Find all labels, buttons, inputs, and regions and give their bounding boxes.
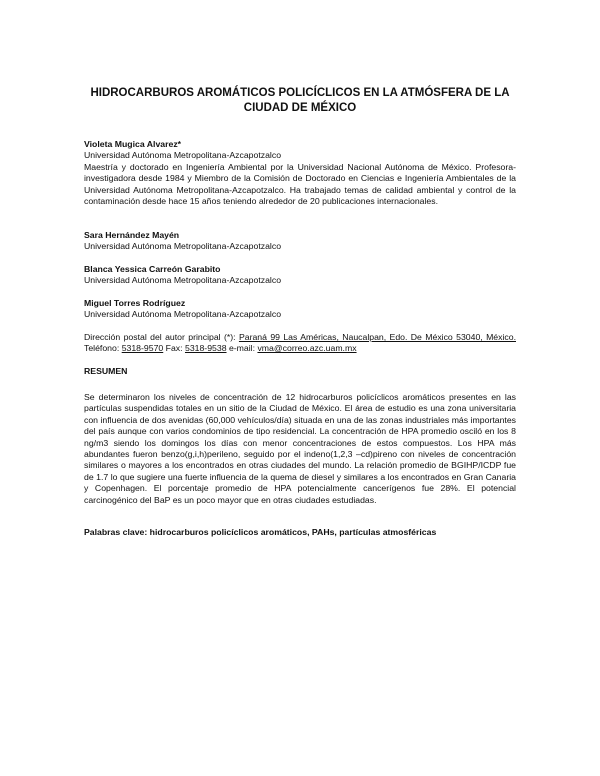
author-name: Sara Hernández Mayén <box>84 230 180 240</box>
contact-info <box>84 332 516 355</box>
paper-title <box>84 86 516 116</box>
title-line-2: CIUDAD DE MÉXICO <box>243 102 357 114</box>
email-address: vma@correo.azc.uam.mx <box>257 343 357 354</box>
author-block-2 <box>84 230 516 253</box>
author-affiliation: Universidad Autónoma Metropolitana-Azcapotzalco <box>84 275 282 286</box>
resumen-heading: RESUMEN <box>84 366 128 376</box>
fax-label: Fax: <box>165 343 183 354</box>
author-block-1 <box>84 139 516 207</box>
author-affiliation: Universidad Autónoma Metropolitana-Azcapotzalco <box>84 150 282 161</box>
fax-number: 5318-9538 <box>184 343 227 354</box>
phone-number: 5318-9570 <box>121 343 164 354</box>
postal-address: Paraná 99 Las Américas, Naucalpan, Edo. De México 53040, México. <box>238 332 516 342</box>
author-affiliation: Universidad Autónoma Metropolitana-Azcapotzalco <box>84 241 282 252</box>
title-line-1: HIDROCARBUROS AROMÁTICOS POLICÍCLICOS EN LA ATMÓSFERA DE LA <box>90 87 510 99</box>
author-name: Miguel Torres Rodríguez <box>84 298 186 308</box>
email-label: e-mail: <box>228 343 256 354</box>
contact-label: Dirección postal del autor principal (*): <box>84 332 236 342</box>
keywords: Palabras clave: hidrocarburos policíclicos aromáticos, PAHs, partículas atmosféricas <box>84 527 437 537</box>
author-block-4 <box>84 298 516 321</box>
phone-label: Teléfono: <box>84 343 120 354</box>
author-block-3 <box>84 264 516 287</box>
resumen-text: Se determinaron los niveles de concentración de 12 hidrocarburos policíclicos aromáticos presentes en las partículas suspendidas totales en un sitio de la Ciudad de México. El área de estudio es una zona universitaria con influencia de dos avenidas (60,000 vehículos/día) situada en una de las zonas industriales más importantes del país aunque con varios condominios de tipo residencial. La concentración de HPA promedio osciló en los 8 ng/m3 siendo los domingos los días con menor concentraciones de estos compuestos. Los HPA más abundantes fueron benzo(g,i,h)perileno, seguido por el indeno(1,2,3 –cd)pireno con niveles de concentración similares o mayores a los encontrados en otras ciudades del mundo. La relación promedio de BGIHP/ICDP fue de 1.7 lo que sugiere una fuerte influencia de la quema de diesel y similares a los encontrados en Gran Canaria y Copenhagen. El porcentaje promedio de HPA potencialmente cancerígenos fue 28%. El potencial carcinogénico del BaP es un poco mayor que en otras ciudades estudiadas. <box>84 392 516 505</box>
author-name: Violeta Mugica Alvarez* <box>84 139 182 149</box>
author-affiliation: Universidad Autónoma Metropolitana-Azcapotzalco <box>84 309 282 320</box>
author-name: Blanca Yessica Carreón Garabito <box>84 264 221 274</box>
author-bio: Maestría y doctorado en Ingeniería Ambiental por la Universidad Nacional Autónoma de México. Profesora-investigadora desde 1984 y Miembro de la Comisión de Doctorado en Ciencias e Ingeniería Ambientales de la Universidad Autónoma Metropolitana-Azcapotzalco. Ha trabajado temas de calidad ambiental y control de la contaminación desde hace 15 años teniendo alrededor de 20 publicaciones internacionales. <box>84 161 516 207</box>
